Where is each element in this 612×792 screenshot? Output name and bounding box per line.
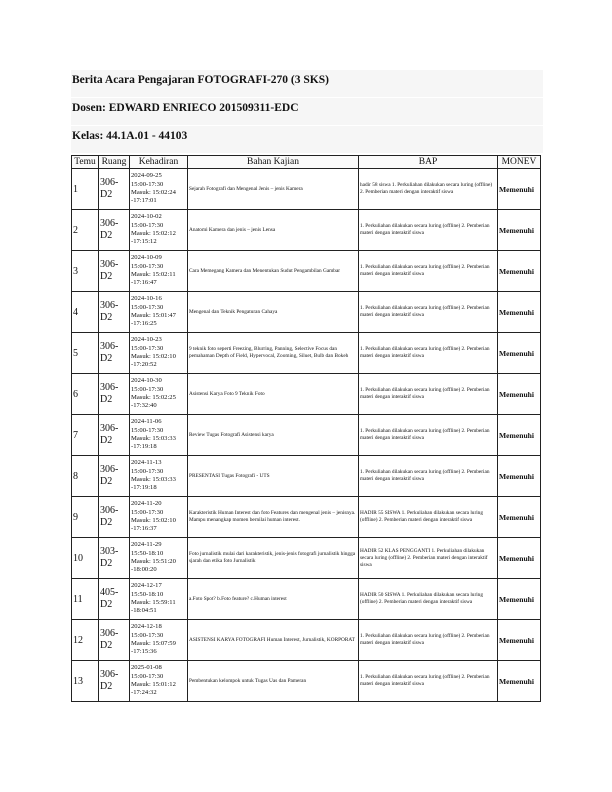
attendance-masuk: Masuk: 15:02:11 [131,271,176,278]
attendance-time: 15:00-17:30 [131,426,164,434]
attendance [130,661,188,702]
room: 306-D2 [99,456,130,497]
attendance-date: 2024-11-06 [131,418,162,426]
lecturer-line: Dosen: EDWARD ENRIECO 201509311-EDC [71,98,543,125]
attendance-time: 15:00-17:30 [131,221,164,229]
col-header-bahan-kajian: Bahan Kajian [188,156,359,169]
meeting-number: 2 [72,210,99,251]
room: 306-D2 [99,374,130,415]
attendance-date: 2024-10-23 [131,336,162,344]
teaching-report: 1. Perkuliahan dilakukan secara luring (offline) 2. Pemberian materi dengan interaktif siswa [359,210,498,251]
room: 306-D2 [99,210,130,251]
attendance-keluar: -17:32:40 [131,402,157,410]
attendance-time: 15:00-17:30 [131,385,164,393]
meeting-number: 12 [72,620,99,661]
monev-status: Memenuhi [498,497,541,538]
teaching-report: hadir 58 siswa 1. Perkuliahan dilakukan secara luring (offline) 2. Pemberian materi dengan interaktif siswa [359,169,498,210]
course-material: 9 teknik foto seperti Freezing, Blurring, Panning, Selective Focus dan pemahaman Depth of Field, Hypervocal, Zooming, Siluet, Bulb dan Bokeh [188,333,359,374]
table-row [72,456,541,497]
attendance [130,497,188,538]
attendance-keluar: -17:24:32 [131,689,157,697]
document-header [71,70,543,154]
class-line: Kelas: 44.1A.01 - 44103 [71,126,543,153]
teaching-report: 1. Perkuliahan dilakukan secara luring (offline) 2. Pemberian materi dengan interaktif siswa [359,251,498,292]
attendance-masuk: Masuk: 15:02:12 [131,230,176,237]
attendance-date: 2024-10-02 [131,213,162,221]
room: 306-D2 [99,497,130,538]
attendance [130,415,188,456]
attendance [130,456,188,497]
room: 306-D2 [99,333,130,374]
teaching-report: 1. Perkuliahan dilakukan secara luring (offline) 2. Pemberian materi dengan interaktif siswa [359,456,498,497]
room: 405-D2 [99,579,130,620]
meeting-number: 9 [72,497,99,538]
attendance-masuk: Masuk: 15:02:10 [131,517,176,524]
attendance-masuk: Masuk: 15:03:33 [131,435,176,442]
course-material: Pembentukan kelompok untuk Tugas Uas dan Pameran [188,661,359,702]
table-row [72,292,541,333]
attendance [130,292,188,333]
col-header-ruang: Ruang [99,156,130,169]
attendance-masuk: Masuk: 15:01:47 [131,312,176,319]
table-row [72,579,541,620]
course-material: Karakteristik Human Interest dan foto Features dan mengenal jenis – jenisnya. Mampu menangkap momen bernilai human interest. [188,497,359,538]
table-row [72,661,541,702]
meeting-number: 11 [72,579,99,620]
meeting-number: 4 [72,292,99,333]
attendance-keluar: -18:00:20 [131,566,157,574]
meeting-number: 13 [72,661,99,702]
meeting-number: 7 [72,415,99,456]
attendance [130,620,188,661]
attendance-keluar: -17:19:18 [131,443,157,451]
course-material: Mengenal dan Teknik Pengaturan Cahaya [188,292,359,333]
attendance [130,579,188,620]
col-header-monev: MONEV [498,156,541,169]
attendance-masuk: Masuk: 15:51:20 [131,558,176,565]
course-material: Sejarah Fotografi dan Mengenal Jenis – jenis Kamera [188,169,359,210]
attendance-time: 15:00-17:30 [131,672,164,680]
attendance-masuk: Masuk: 15:02:25 [131,394,176,401]
course-material: a.Foto Spot? b.Foto feature? c.Human interest [188,579,359,620]
attendance [130,333,188,374]
room: 306-D2 [99,292,130,333]
attendance-date: 2024-12-18 [131,623,162,631]
attendance-time: 15:00-17:30 [131,303,164,311]
attendance-keluar: -17:16:37 [131,525,157,533]
room: 306-D2 [99,661,130,702]
course-material: PRESENTASI Tugas Fotografi - UTS [188,456,359,497]
attendance-date: 2024-12-17 [131,582,162,590]
attendance-keluar: -17:15:36 [131,648,157,656]
attendance-masuk: Masuk: 15:02:10 [131,353,176,360]
teaching-report: HADIR 50 SISWA 1. Perkuliahan dilakukan secara luring (offline) 2. Pemberian materi dengan interaktif siswa [359,579,498,620]
attendance-time: 15:00-17:30 [131,508,164,516]
monev-status: Memenuhi [498,579,541,620]
attendance-keluar: -18:04:51 [131,607,157,615]
course-material: Foto jurnalistik mulai dari karakteristik, jenis-jenis fotografi jurnalistik hingga sjarah dan etika foto Jurnalistik [188,538,359,579]
meeting-number: 10 [72,538,99,579]
room: 306-D2 [99,251,130,292]
attendance-date: 2024-11-29 [131,541,162,549]
attendance-keluar: -17:20:52 [131,361,157,369]
monev-status: Memenuhi [498,620,541,661]
attendance-masuk: Masuk: 15:59:11 [131,599,176,606]
teaching-report: HADIR 52 KLAS PENGGANTI 1. Perkuliahan dilakukan secara luring (offline) 2. Pemberian materi dengan interaktif siswa [359,538,498,579]
attendance-time: 15:00-17:30 [131,631,164,639]
attendance-time: 15:00-17:30 [131,344,164,352]
monev-status: Memenuhi [498,292,541,333]
attendance-time: 15:50-18:10 [131,549,164,557]
teaching-report: 1. Perkuliahan dilakukan secara luring (offline) 2. Pemberian materi dengan interaktif siswa [359,374,498,415]
attendance [130,210,188,251]
course-material: Anatomi Kamera dan jenis – jenis Lensa [188,210,359,251]
attendance-time: 15:00-17:30 [131,467,164,475]
teaching-report: 1. Perkuliahan dilakukan secara luring (offline) 2. Pemberian materi dengan interaktif siswa [359,620,498,661]
monev-status: Memenuhi [498,456,541,497]
attendance-keluar: -17:16:25 [131,320,157,328]
attendance-time: 15:00-17:30 [131,262,164,270]
col-header-kehadiran: Kehadiran [130,156,188,169]
attendance-masuk: Masuk: 15:02:24 [131,189,176,196]
attendance-date: 2024-11-13 [131,459,162,467]
monev-status: Memenuhi [498,538,541,579]
attendance-masuk: Masuk: 15:01:12 [131,681,176,688]
monev-status: Memenuhi [498,169,541,210]
monev-status: Memenuhi [498,374,541,415]
course-material: Review Tugas Fotografi Asistensi karya [188,415,359,456]
attendance-keluar: -17:16:47 [131,279,157,287]
table-row [72,415,541,456]
teaching-report: 1. Perkuliahan dilakukan secara luring (offline) 2. Pemberian materi dengan interaktif siswa [359,661,498,702]
attendance-keluar: -17:19:18 [131,484,157,492]
col-header-temu: Temu [72,156,99,169]
teaching-report: 1. Perkuliahan dilakukan secara luring (offline) 2. Pemberian materi dengan interaktif siswa [359,415,498,456]
course-material: Asistensi Karya Foto 9 Teknik Foto [188,374,359,415]
monev-status: Memenuhi [498,251,541,292]
meeting-number: 6 [72,374,99,415]
meeting-number: 3 [72,251,99,292]
col-header-bap: BAP [359,156,498,169]
table-row [72,210,541,251]
teaching-report: 1. Perkuliahan dilakukan secara luring (offline) 2. Pemberian materi dengan interaktif siswa [359,292,498,333]
room: 303-D2 [99,538,130,579]
attendance [130,374,188,415]
attendance-time: 15:50-18:10 [131,590,164,598]
table-row [72,538,541,579]
attendance-masuk: Masuk: 15:03:33 [131,476,176,483]
teaching-report: HADIR 55 SISWA 1. Perkuliahan dilakukan secara luring (offline) 2. Pemberian materi dengan interaktif siswa [359,497,498,538]
attendance-date: 2024-11-20 [131,500,162,508]
meeting-number: 8 [72,456,99,497]
course-material: ASISTENSI KARYA FOTOGRAFI Human Interest, Jurnalistik, KORPORAT [188,620,359,661]
table-row [72,620,541,661]
table-row [72,169,541,210]
document-title: Berita Acara Pengajaran FOTOGRAFI-270 (3 SKS) [71,70,543,97]
table-row [72,374,541,415]
attendance-date: 2024-10-16 [131,295,162,303]
attendance [130,169,188,210]
attendance-date: 2024-09-25 [131,172,162,180]
attendance-keluar: -17:17:01 [131,197,157,205]
table-row [72,251,541,292]
room: 306-D2 [99,620,130,661]
meeting-number: 5 [72,333,99,374]
room: 306-D2 [99,415,130,456]
attendance-time: 15:00-17:30 [131,180,164,188]
teaching-report-table [71,155,541,702]
table-row [72,333,541,374]
attendance [130,251,188,292]
monev-status: Memenuhi [498,210,541,251]
table-row [72,497,541,538]
attendance-date: 2025-01-08 [131,664,162,672]
monev-status: Memenuhi [498,415,541,456]
attendance-date: 2024-10-30 [131,377,162,385]
monev-status: Memenuhi [498,661,541,702]
monev-status: Memenuhi [498,333,541,374]
teaching-report: 1. Perkuliahan dilakukan secara luring (offline) 2. Pemberian materi dengan interaktif siswa [359,333,498,374]
meeting-number: 1 [72,169,99,210]
table-header-row [72,156,541,169]
attendance-keluar: -17:15:12 [131,238,157,246]
room: 306-D2 [99,169,130,210]
attendance-masuk: Masuk: 15:07:59 [131,640,176,647]
course-material: Cara Memegang Kamera dan Menentukan Sudut Pengambilan Gambar [188,251,359,292]
attendance-date: 2024-10-09 [131,254,162,262]
attendance [130,538,188,579]
